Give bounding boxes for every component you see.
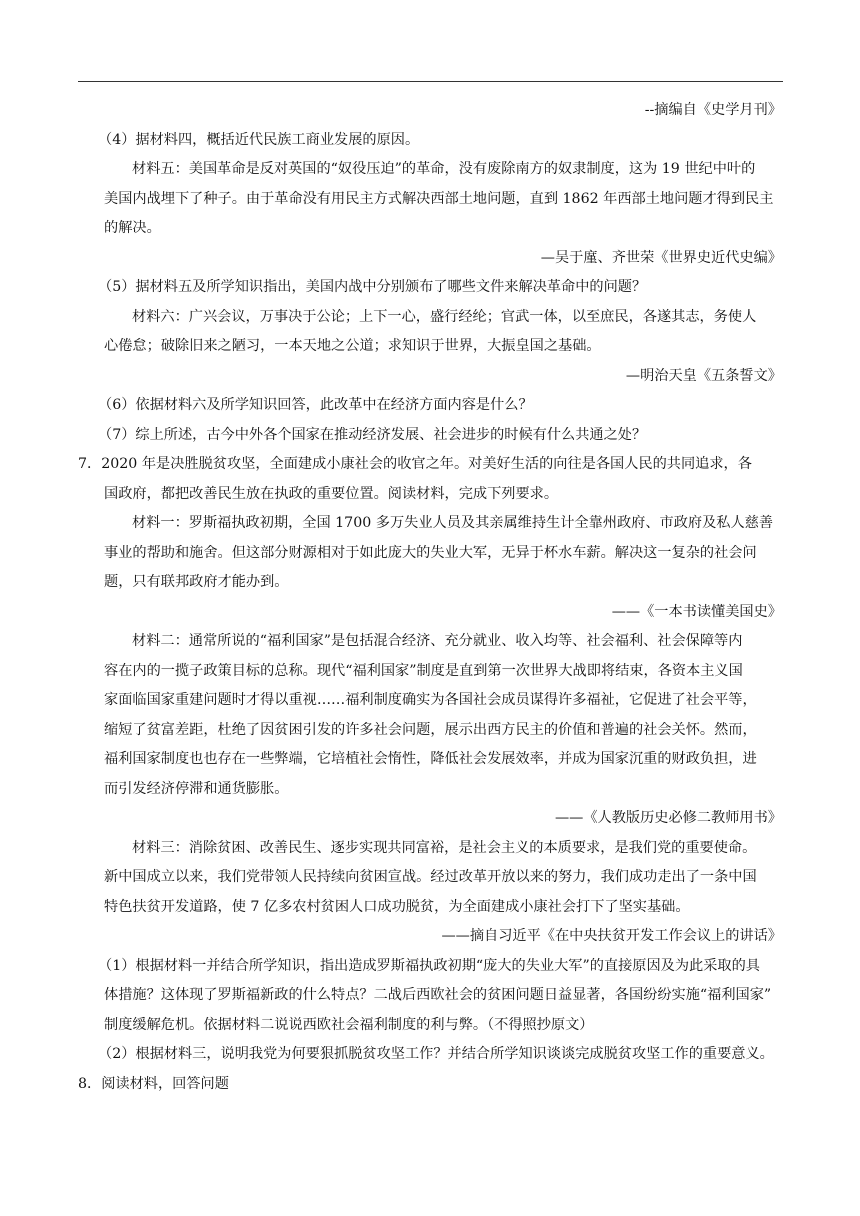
material-source: ——摘自习近平《在中央扶贫开发工作会议上的讲话》 [441,928,782,944]
document-page [78,96,782,1099]
material-6-line: 材料六：广兴会议，万事决于公论；上下一心，盛行经纶；官武一体，以至庶民，各遂其志，务使人 [132,308,757,325]
question-4: （4）据材料四，概括近代民族工商业发展的原因。 [98,131,420,148]
question-line: 体措施？这体现了罗斯福新政的什么特点？二战后西欧社会的贫困问题日益显著，各国纷纷实施“福利国家” [104,987,772,1003]
item-7-stem: 国政府，都把改善民生放在执政的重要位置。阅读材料，完成下列要求。 [104,485,559,502]
material-source: ——《一本书读懂美国史》 [611,603,782,620]
material-line: 容在内的一揽子政策目标的总称。现代“福利国家”制度是直到第一次世界大战即将结束，各资本主义国 [104,662,743,679]
material-line: 题，只有联邦政府才能办到。 [104,574,289,590]
item-7-material-2 [104,627,782,834]
material-5 [104,155,782,273]
question-5: （5）据材料五及所学知识指出，美国内战中分别颁布了哪些文件来解决革命中的问题？ [98,279,647,295]
question-7: （7）综上所述，古今中外各个国家在推动经济发展、社会进步的时候有什么共通之处？ [98,426,647,443]
material-6-source: —明治天皇《五条誓文》 [625,367,782,384]
question-line: 制度缓解危机。依据材料二说说西欧社会福利制度的利与弊。（不得照抄原文） [104,1016,594,1033]
material-6-line: 心倦怠；破除旧来之陋习，一本天地之公道；求知识于世界，大振皇国之基础。 [104,338,601,354]
material-line: 事业的帮助和施舍。但这部分财源相对于如此庞大的失业大军，无异于杯水车薪。解决这一复杂的社会问 [104,544,757,561]
header-rule [78,81,783,82]
item-7 [78,450,782,1070]
material-5-line: 的解决。 [104,220,161,236]
material-5-source: —吴于廑、齐世荣《世界史近代史编》 [540,249,782,266]
material-line: 材料三：消除贫困、改善民生、逐步实现共同富裕，是社会主义的本质要求，是我们党的重要使命。 [132,839,757,856]
material-line: 而引发经济停滞和通货膨胀。 [104,780,289,797]
source-citation: --摘编自《史学月刊》 [644,102,782,118]
material-line: 缩短了贫富差距，杜绝了因贫困引发的许多社会问题，展示出西方民主的价值和普遍的社会关怀。然而， [104,721,757,738]
material-line: 特色扶贫开发道路，使 7 亿多农村贫困人口成功脱贫，为全面建成小康社会打下了坚实基础。 [104,898,690,915]
material-5-line: 美国内战埋下了种子。由于革命没有用民主方式解决西部土地问题，直到 1862 年西部土地问题才得到民主 [104,190,774,207]
question-6: （6）依据材料六及所学知识回答，此改革中在经济方面内容是什么？ [98,397,533,413]
item-7-material-1 [104,509,782,627]
item-7-material-3 [104,834,782,952]
material-line: 福利国家制度也也存在一些弊端，它培植社会惰性，降低社会发展效率，并成为国家沉重的财政负担，进 [104,751,757,767]
material-line: 家面临国家重建问题时才得以重视……福利制度确实为各国社会成员谋得许多福祉，它促进了社会平等， [104,692,757,708]
item-8-stem: 8．阅读材料，回答问题 [78,1075,229,1092]
item-7-question-2: （2）根据材料三，说明我党为何要狠抓脱贫攻坚工作？并结合所学知识谈谈完成脱贫攻坚工作的重要意义。 [98,1046,774,1062]
question-line: （1）根据材料一并结合所学知识，指出造成罗斯福执政初期“庞大的失业大军”的直接原因及为此采取的具 [98,957,760,974]
material-line: 材料二：通常所说的“福利国家”是包括混合经济、充分就业、收入均等、社会福利、社会保障等内 [132,633,743,649]
material-line: 新中国成立以来，我们党带领人民持续向贫困宣战。经过改革开放以来的努力，我们成功走出了一条中国 [104,869,757,885]
material-5-line: 材料五：美国革命是反对英国的“奴役压迫”的革命，没有废除南方的奴隶制度，这为 19 世纪中叶的 [132,161,756,177]
material-6 [104,303,782,392]
item-7-question-1 [98,952,782,1041]
material-source: ——《人教版历史必修二教师用书》 [554,810,782,826]
material-line: 材料一：罗斯福执政初期，全国 1700 多万失业人员及其亲属维持生计全靠州政府、市政府及私人慈善 [132,515,774,531]
item-7-stem: 7．2020 年是决胜脱贫攻坚，全面建成小康社会的收官之年。对美好生活的向往是各国人民的共同追求，各 [78,456,752,472]
